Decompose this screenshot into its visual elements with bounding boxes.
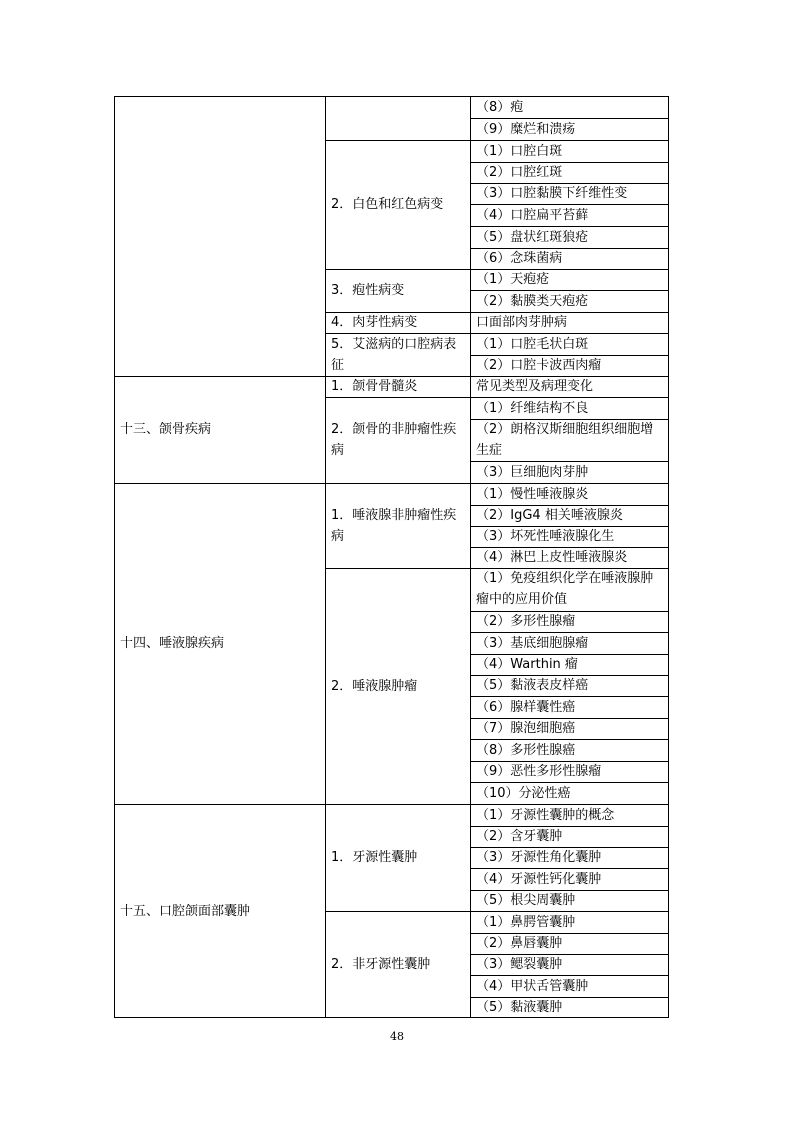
- topic-item: （1）天疱疮: [476, 272, 550, 287]
- topic-item: （1）慢性唾液腺炎: [476, 487, 589, 502]
- topic-item: （2）多形性腺瘤: [476, 614, 576, 629]
- topic-item: （4）淋巴上皮性唾液腺炎: [476, 550, 628, 565]
- column-divider: [470, 96, 471, 1018]
- topic-item: （9）恶性多形性腺瘤: [476, 764, 602, 779]
- topic-item: （2）IgG4 相关唾液腺炎: [476, 508, 623, 523]
- topic-item: （2）含牙囊肿: [476, 829, 563, 844]
- unit-name: 2．唾液腺肿瘤: [331, 679, 418, 694]
- topic-item: （1）牙源性囊肿的概念: [476, 808, 615, 823]
- topic-item: （3）鳃裂囊肿: [476, 957, 563, 972]
- section-divider: [114, 804, 325, 805]
- topic-item: （6）念珠菌病: [476, 251, 563, 266]
- topic-item: （3）坏死性唾液腺化生: [476, 529, 615, 544]
- unit-divider: [325, 911, 470, 912]
- topic-item: （5）黏液表皮样癌: [476, 678, 589, 693]
- topic-item: 口面部肉芽肿病: [476, 315, 568, 330]
- unit-name: 5．艾滋病的口腔病表征: [331, 337, 457, 373]
- topic-item: （5）黏液囊肿: [476, 1000, 563, 1015]
- topic-item: （1）口腔白斑: [476, 144, 563, 159]
- topic-item: （2）朗格汉斯细胞组织细胞增生症: [476, 422, 654, 458]
- topic-item: （1）免疫组织化学在唾液腺肿瘤中的应用价值: [476, 571, 654, 607]
- topic-item: （5）根尖周囊肿: [476, 893, 576, 908]
- column-divider: [325, 96, 326, 1018]
- unit-divider: [325, 397, 470, 398]
- section-title: 十五、口腔颌面部囊肿: [120, 904, 251, 919]
- topic-item: （2）口腔红斑: [476, 165, 563, 180]
- topic-item: （2）口腔卡波西肉瘤: [476, 358, 602, 373]
- topic-item: （3）牙源性角化囊肿: [476, 850, 602, 865]
- unit-divider: [325, 269, 470, 270]
- unit-name: 1．唾液腺非肿瘤性疾病: [331, 508, 457, 544]
- topic-item: （2）黏膜类天疱疮: [476, 294, 589, 309]
- topic-item: （4）Warthin 瘤: [476, 657, 578, 672]
- topic-item: （8）疱: [476, 100, 524, 115]
- topic-item: （3）口腔黏膜下纤维性变: [476, 186, 628, 201]
- topic-item: （1）鼻腭管囊肿: [476, 915, 576, 930]
- section-title: 十四、唾液腺疾病: [120, 636, 225, 651]
- unit-divider: [325, 568, 470, 569]
- unit-divider: [325, 140, 470, 141]
- topic-item: （3）巨细胞肉芽肿: [476, 465, 589, 480]
- section-title: 十三、颌骨疾病: [120, 422, 212, 437]
- unit-name: 3．疱性病变: [331, 283, 405, 298]
- topic-item: （3）基底细胞腺瘤: [476, 636, 589, 651]
- section-divider: [114, 376, 325, 377]
- topic-item: （8）多形性腺癌: [476, 743, 576, 758]
- section-divider: [114, 483, 325, 484]
- unit-divider: [325, 483, 470, 484]
- topic-item: 常见类型及病理变化: [476, 379, 594, 394]
- topic-item: （5）盘状红斑狼疮: [476, 230, 589, 245]
- unit-name: 2．白色和红色病变: [331, 197, 444, 212]
- unit-name: 1．颌骨骨髓炎: [331, 379, 418, 394]
- unit-name: 1．牙源性囊肿: [331, 850, 418, 865]
- unit-name: 2．非牙源性囊肿: [331, 957, 431, 972]
- topic-item: （4）甲状舌管囊肿: [476, 979, 589, 994]
- unit-name: 2．颌骨的非肿瘤性疾病: [331, 422, 457, 458]
- topic-item: （6）腺样囊性癌: [476, 700, 576, 715]
- topic-item: （1）口腔毛状白斑: [476, 337, 589, 352]
- topic-item: （4）口腔扁平苔藓: [476, 208, 589, 223]
- topic-item: （10）分泌性癌: [476, 786, 571, 801]
- unit-name: 4．肉芽性病变: [331, 315, 418, 330]
- topic-item: （4）牙源性钙化囊肿: [476, 872, 602, 887]
- page-number: 48: [390, 1030, 404, 1043]
- topic-item: （7）腺泡细胞癌: [476, 721, 576, 736]
- topic-item: （9）糜烂和溃疡: [476, 122, 576, 137]
- topic-item: （1）纤维结构不良: [476, 401, 589, 416]
- topic-item: （2）鼻唇囊肿: [476, 936, 563, 951]
- unit-divider: [325, 804, 470, 805]
